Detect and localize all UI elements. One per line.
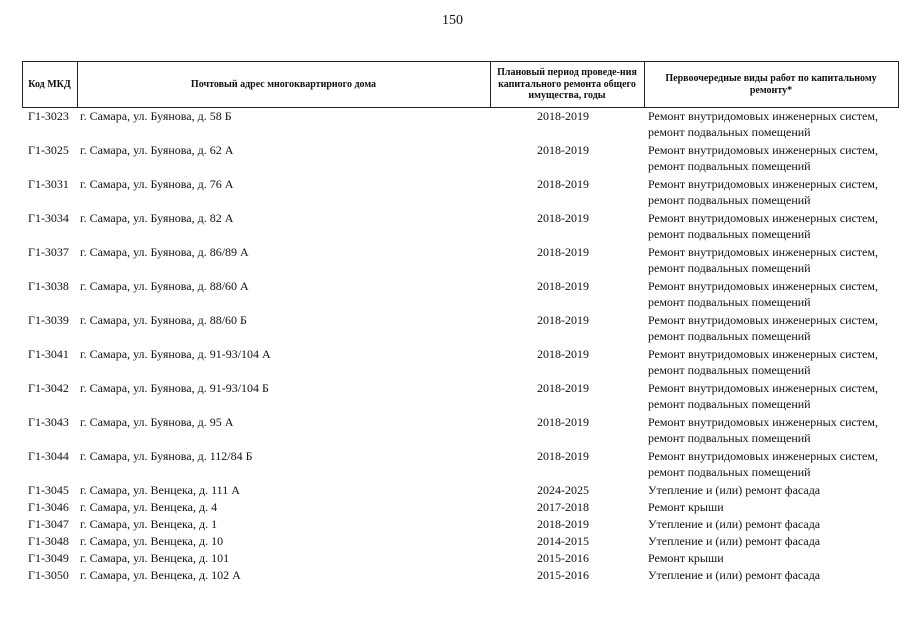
row-code: Г1-3031 <box>28 177 69 191</box>
column-divider <box>898 62 899 107</box>
row-works: Ремонт внутридомовых инженерных систем, ремонт подвальных помещений <box>648 109 878 139</box>
table-row <box>22 414 899 448</box>
row-works: Ремонт крыши <box>648 500 724 514</box>
row-address: г. Самара, ул. Буянова, д. 58 Б <box>80 109 232 123</box>
row-period: 2018-2019 <box>537 381 589 395</box>
row-works: Ремонт внутридомовых инженерных систем, ремонт подвальных помещений <box>648 279 878 309</box>
table-row <box>22 448 899 482</box>
row-period: 2017-2018 <box>537 500 589 514</box>
row-works: Ремонт внутридомовых инженерных систем, ремонт подвальных помещений <box>648 347 878 377</box>
row-address: г. Самара, ул. Буянова, д. 88/60 Б <box>80 313 247 327</box>
row-code: Г1-3034 <box>28 211 69 225</box>
header-period: Плановый период проведе-ния капитального ремонта общего имущества, годы <box>497 67 637 102</box>
row-period: 2015-2016 <box>537 568 589 582</box>
row-code: Г1-3050 <box>28 568 69 582</box>
table-header <box>22 61 899 108</box>
table-body <box>22 108 899 584</box>
row-period: 2018-2019 <box>537 109 589 123</box>
row-period: 2018-2019 <box>537 177 589 191</box>
row-address: г. Самара, ул. Буянова, д. 95 А <box>80 415 234 429</box>
table-row <box>22 312 899 346</box>
row-works: Ремонт внутридомовых инженерных систем, ремонт подвальных помещений <box>648 245 878 275</box>
row-code: Г1-3049 <box>28 551 69 565</box>
row-works: Ремонт крыши <box>648 551 724 565</box>
row-period: 2018-2019 <box>537 245 589 259</box>
row-works: Утепление и (или) ремонт фасада <box>648 517 821 531</box>
row-address: г. Самара, ул. Венцека, д. 4 <box>80 500 218 514</box>
row-period: 2018-2019 <box>537 449 589 463</box>
row-period: 2018-2019 <box>537 347 589 361</box>
row-period: 2024-2025 <box>537 483 589 497</box>
row-code: Г1-3042 <box>28 381 69 395</box>
table-row <box>22 550 899 567</box>
row-works: Ремонт внутридомовых инженерных систем, ремонт подвальных помещений <box>648 449 878 479</box>
row-works: Ремонт внутридомовых инженерных систем, ремонт подвальных помещений <box>648 211 878 241</box>
table-row <box>22 516 899 533</box>
row-address: г. Самара, ул. Буянова, д. 76 А <box>80 177 234 191</box>
table-row <box>22 142 899 176</box>
row-address: г. Самара, ул. Буянова, д. 91-93/104 Б <box>80 381 269 395</box>
row-address: г. Самара, ул. Буянова, д. 62 А <box>80 143 234 157</box>
row-code: Г1-3046 <box>28 500 69 514</box>
row-code: Г1-3025 <box>28 143 69 157</box>
row-period: 2018-2019 <box>537 517 589 531</box>
row-address: г. Самара, ул. Буянова, д. 88/60 А <box>80 279 249 293</box>
row-works: Ремонт внутридомовых инженерных систем, ремонт подвальных помещений <box>648 313 878 343</box>
row-code: Г1-3039 <box>28 313 69 327</box>
row-period: 2018-2019 <box>537 313 589 327</box>
table-row <box>22 533 899 550</box>
table-row <box>22 176 899 210</box>
row-period: 2018-2019 <box>537 415 589 429</box>
row-code: Г1-3041 <box>28 347 69 361</box>
table-row <box>22 210 899 244</box>
row-address: г. Самара, ул. Венцека, д. 111 А <box>80 483 240 497</box>
table-row <box>22 380 899 414</box>
row-address: г. Самара, ул. Венцека, д. 101 <box>80 551 230 565</box>
table-row <box>22 346 899 380</box>
row-works: Утепление и (или) ремонт фасада <box>648 534 821 548</box>
row-works: Ремонт внутридомовых инженерных систем, ремонт подвальных помещений <box>648 143 878 173</box>
row-code: Г1-3047 <box>28 517 69 531</box>
row-address: г. Самара, ул. Венцека, д. 102 А <box>80 568 241 582</box>
row-code: Г1-3043 <box>28 415 69 429</box>
row-address: г. Самара, ул. Буянова, д. 82 А <box>80 211 234 225</box>
row-code: Г1-3037 <box>28 245 69 259</box>
row-works: Ремонт внутридомовых инженерных систем, ремонт подвальных помещений <box>648 381 878 411</box>
page-number: 150 <box>442 13 463 28</box>
table-row <box>22 499 899 516</box>
header-address: Почтовый адрес многоквартирного дома <box>190 78 377 90</box>
row-period: 2014-2015 <box>537 534 589 548</box>
row-period: 2018-2019 <box>537 211 589 225</box>
row-address: г. Самара, ул. Буянова, д. 86/89 А <box>80 245 249 259</box>
table-row <box>22 567 899 584</box>
header-works: Первоочередные виды работ по капитальному ремонту* <box>665 73 877 96</box>
row-period: 2018-2019 <box>537 143 589 157</box>
row-period: 2018-2019 <box>537 279 589 293</box>
row-period: 2015-2016 <box>537 551 589 565</box>
row-code: Г1-3023 <box>28 109 69 123</box>
table-row <box>22 108 899 142</box>
row-works: Утепление и (или) ремонт фасада <box>648 568 821 582</box>
row-code: Г1-3048 <box>28 534 69 548</box>
row-address: г. Самара, ул. Венцека, д. 10 <box>80 534 224 548</box>
table-row <box>22 482 899 499</box>
row-works: Ремонт внутридомовых инженерных систем, ремонт подвальных помещений <box>648 177 878 207</box>
row-works: Ремонт внутридомовых инженерных систем, ремонт подвальных помещений <box>648 415 878 445</box>
header-code: Код МКД <box>28 78 71 90</box>
row-works: Утепление и (или) ремонт фасада <box>648 483 821 497</box>
row-address: г. Самара, ул. Буянова, д. 91-93/104 А <box>80 347 271 361</box>
row-code: Г1-3038 <box>28 279 69 293</box>
row-code: Г1-3045 <box>28 483 69 497</box>
table-row <box>22 244 899 278</box>
row-code: Г1-3044 <box>28 449 69 463</box>
row-address: г. Самара, ул. Буянова, д. 112/84 Б <box>80 449 253 463</box>
row-address: г. Самара, ул. Венцека, д. 1 <box>80 517 218 531</box>
table-row <box>22 278 899 312</box>
